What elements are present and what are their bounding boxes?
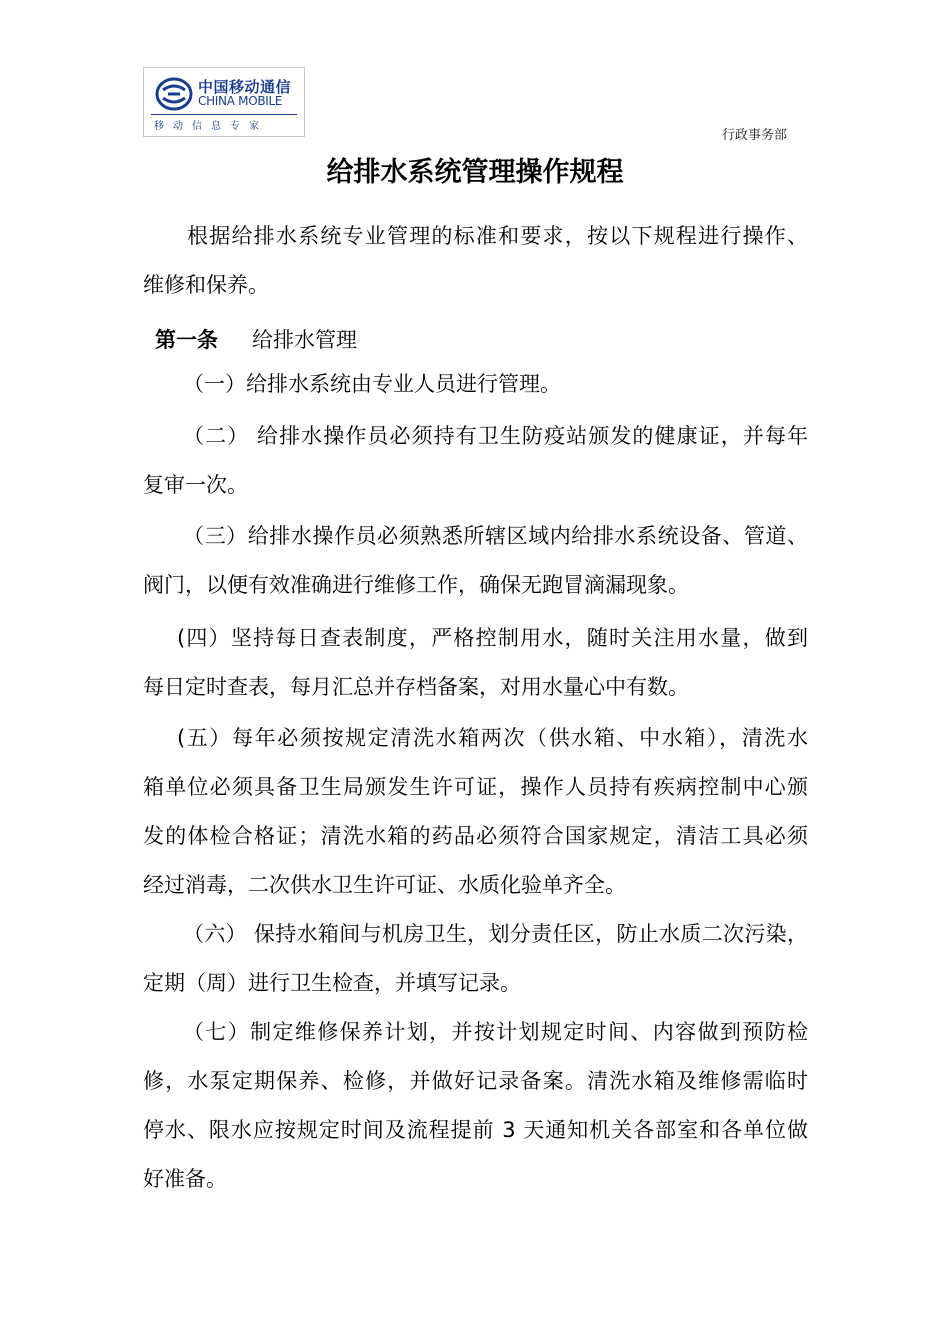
clause-4 <box>143 614 808 712</box>
china-mobile-emblem-icon <box>154 76 194 112</box>
clause-7-line-3: 停水、限水应按规定时间及流程提前 3 天通知机关各部室和各单位做 <box>143 1118 808 1142</box>
china-mobile-logo <box>143 67 305 137</box>
intro-line-1: 根据给排水系统专业管理的标准和要求，按以下规程进行操作、 <box>187 224 808 248</box>
clause-2-line-1: （二） 给排水操作员必须持有卫生防疫站颁发的健康证，并每年 <box>183 424 808 448</box>
logo-slogan: 移动信息专家 <box>154 121 268 132</box>
clause-6-line-2: 定期（周）进行卫生检查，并填写记录。 <box>143 971 521 995</box>
article-heading <box>143 316 820 365</box>
clause-3-line-2: 阀门，以便有效准确进行维修工作，确保无跑冒滴漏现象。 <box>143 573 689 597</box>
clause-1 <box>143 360 808 409</box>
clause-7 <box>143 1008 808 1204</box>
clause-7-line-4: 好准备。 <box>143 1167 227 1191</box>
clause-4-line-1: (四）坚持每日查表制度，严格控制用水，随时关注用水量，做到 <box>177 626 808 650</box>
clause-5-line-1: (五）每年必须按规定清洗水箱两次（供水箱、中水箱），清洗水 <box>177 726 808 750</box>
logo-english-name: CHINA MOBILE <box>198 94 283 108</box>
clause-7-line-2: 修，水泵定期保养、检修，并做好记录备案。清洗水箱及维修需临时 <box>143 1069 808 1093</box>
clause-6 <box>143 910 808 1008</box>
clause-6-line-1: （六） 保持水箱间与机房卫生，划分责任区，防止水质二次污染， <box>183 922 808 946</box>
clause-4-line-2: 每日定时查表，每月汇总并存档备案，对用水量心中有数。 <box>143 675 689 699</box>
department-label: 行政事务部 <box>722 128 788 143</box>
clause-3 <box>143 512 808 610</box>
clause-2 <box>143 412 808 510</box>
clause-3-line-1: （三）给排水操作员必须熟悉所辖区域内给排水系统设备、管道、 <box>183 524 808 548</box>
intro-paragraph <box>143 212 808 310</box>
clause-5 <box>143 714 808 910</box>
article-title: 给排水管理 <box>252 328 357 352</box>
clause-1-line-1: （一）给排水系统由专业人员进行管理。 <box>183 372 561 396</box>
clause-5-line-2: 箱单位必须具备卫生局颁发生许可证，操作人员持有疾病控制中心颁 <box>143 775 808 799</box>
clause-2-line-2: 复审一次。 <box>143 473 248 497</box>
document-title: 给排水系统管理操作规程 <box>326 157 624 188</box>
article-label: 第一条 <box>155 328 218 352</box>
clause-5-line-3: 发的体检合格证；清洗水箱的药品必须符合国家规定，清洁工具必须 <box>143 824 808 848</box>
intro-line-2: 维修和保养。 <box>143 273 269 297</box>
clause-7-line-1: （七）制定维修保养计划，并按计划规定时间、内容做到预防检 <box>183 1020 808 1044</box>
clause-5-line-4: 经过消毒，二次供水卫生许可证、水质化验单齐全。 <box>143 873 626 897</box>
logo-chinese-name: 中国移动通信 <box>198 78 292 96</box>
